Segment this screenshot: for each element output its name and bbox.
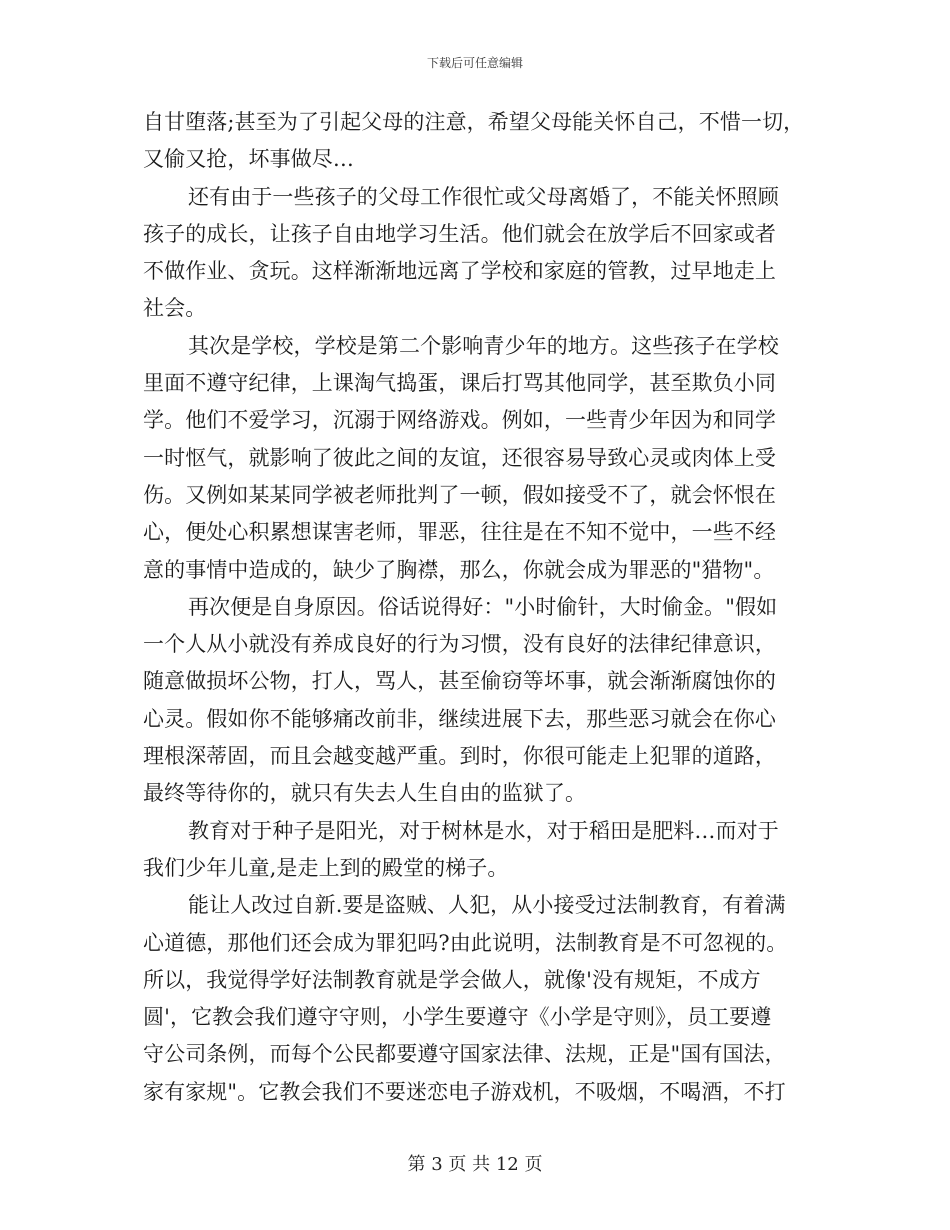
- text-line: 能让人改过自新.要是盗贼、人犯，从小接受过法制教育，有着满: [188, 893, 786, 918]
- text-line: 守公司条例，而每个公民都要遵守国家法律、法规，正是"国有国法，: [143, 1042, 786, 1067]
- text-line: 其次是学校，学校是第二个影响青少年的地方。这些孩子在学校: [188, 333, 779, 358]
- text-line: 我们少年儿童,是走上到的殿堂的梯子。: [143, 855, 509, 880]
- text-line: 心灵。假如你不能够痛改前非，继续进展下去，那些恶习就会在你心: [143, 706, 776, 731]
- text-line: 意的事情中造成的，缺少了胸襟，那么，你就会成为罪恶的"猎物"。: [143, 557, 775, 582]
- page-header: 下载后可任意编辑: [426, 56, 523, 70]
- text-line: 孩子的成长，让孩子自由地学习生活。他们就会在放学后不回家或者: [143, 221, 776, 246]
- text-line: 再次便是自身原因。俗话说得好："小时偷针，大时偷金。"假如: [188, 594, 778, 619]
- document-body: [143, 104, 813, 1111]
- text-line: 一时怄气，就影响了彼此之间的友谊，还很容易导致心灵或肉体上受: [143, 445, 776, 470]
- text-line: 心，便处心积累想谋害老师，罪恶，往往是在不知不觉中，一些不经: [143, 520, 776, 545]
- page-number: 第 3 页 共 12 页: [407, 1154, 543, 1175]
- text-line: 所以，我觉得学好法制教育就是学会做人，就像'没有规矩，不成方: [143, 967, 761, 992]
- text-line: 圆'，它教会我们遵守守则，小学生要遵守《小学是守则》，员工要遵: [143, 1005, 772, 1030]
- text-line: 里面不遵守纪律，上课淘气捣蛋，课后打骂其他同学，甚至欺负小同: [143, 371, 776, 396]
- text-line: 伤。又例如某某同学被老师批判了一顿，假如接受不了，就会怀恨在: [143, 482, 776, 507]
- text-line: 理根深蒂固，而且会越变越严重。到时，你很可能走上犯罪的道路，: [143, 744, 776, 769]
- text-line: 最终等待你的，就只有失去人生自由的监狱了。: [143, 781, 587, 806]
- text-line: 又偷又抢，坏事做尽…: [143, 147, 354, 172]
- text-line: 还有由于一些孩子的父母工作很忙或父母离婚了，不能关怀照顾: [188, 184, 779, 209]
- text-line: 不做作业、贪玩。这样渐渐地远离了学校和家庭的管教，过早地走上: [143, 259, 776, 284]
- text-line: 家有家规"。它教会我们不要迷恋电子游戏机，不吸烟，不喝酒，不打: [143, 1079, 786, 1104]
- text-line: 随意做损坏公物，打人，骂人，甚至偷窃等坏事，就会渐渐腐蚀你的: [143, 669, 776, 694]
- text-line: 社会。: [143, 296, 207, 321]
- text-line: 一个人从小就没有养成良好的行为习惯，没有良好的法律纪律意识，: [143, 632, 776, 657]
- text-line: 学。他们不爱学习，沉溺于网络游戏。例如，一些青少年因为和同学: [143, 408, 776, 433]
- text-line: 自甘堕落;甚至为了引起父母的注意，希望父母能关怀自己，不惜一切，: [143, 110, 805, 134]
- text-line: 教育对于种子是阳光，对于树林是水，对于稻田是肥料…而对于: [188, 818, 779, 843]
- text-line: 心道德，那他们还会成为罪犯吗?由此说明，法制教育是不可忽视的。: [143, 930, 788, 955]
